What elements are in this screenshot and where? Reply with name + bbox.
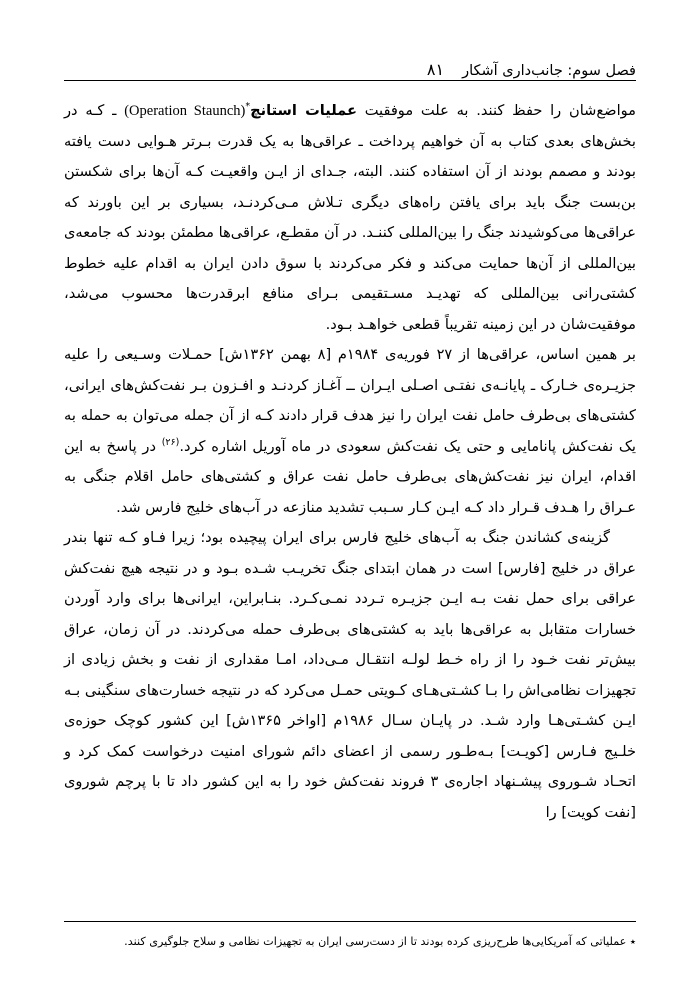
footnote-marker: * [245,101,251,113]
body-text [64,96,636,921]
paragraph: بر همین اساس، عراقی‌ها از ۲۷ فوریه‌ی ۱۹۸۴م [۸ بهمن ۱۳۶۲ش] حمـلات وسـیعی را علیه جزیـره‌ی خـارک ـ پایانـه‌ی نفتـی اصـلی ایـران ــ آغـاز کردنـد و افـزون بـر نفت‌کش‌های ایرانی، کشتی‌های بی‌طرف حامل نفت ایران را نیز هدف قرار دادند کـه از آن جمله می‌توان به حمله به یک نفت‌کش پانامایی و حتی یک نفت‌کش سعودی در ماه آوریل اشاره کرد.$^{(۲۶)}$ در پاسخ به این اقدام، ایران نیز نفت‌کش‌های بی‌طرف حامل نفت عراق و کشتی‌های حامل اقلام جنگی به عـراق را هـدف قـرار داد کـه ایـن کـار سـبب تشدید منازعه در آب‌های خلیج فارس شد. [64,346,636,516]
footnote-divider [64,921,636,922]
paragraph: گزینه‌ی کشاندن جنگ به آب‌های خلیج فارس برای ایران پیچیده بود؛ زیرا فـاو کـه تنها بندر عراق در خلیج [فارس] است در همان ابتدای جنگ تخریـب شـده بـود و در نتیجه هیچ نفت‌کش عراقی برای حمل نفت بـه ایـن جزیـره تـردد نمـی‌کـرد. بنـابراین، ایرانی‌ها برای وارد آوردن خسارات متقابل به عراقی‌ها باید به کشتی‌های بی‌طرف حمله می‌کردند. در آن زمان، عراق بیش‌تر نفت خـود را از راه خـط لولـه انتقـال مـی‌داد، امـا مقداری از نفت و بخش زیادی از تجهیزات نظامی‌اش را بـا کشـتی‌هـای کـویتی حمـل می‌کرد که در نتیجه خسارت‌های سنگینی بـه ایـن کشـتی‌هـا وارد شـد. در پایـان سـال ۱۹۸۶م [اواخر ۱۳۶۵ش] این کشور کوچک حوزه‌ی خلـیج فـارس [کویـت] بـه‌طـور رسمی از اعضای دائم شورای امنیت درخواست کمک کرد و اتحـاد شـوروی پیشـنهاد اجاره‌ی ۳ فروند نفت‌کش خود را به این کشور داد تا با پرچم شوروی [نفت کویت] را [64,529,636,821]
chapter-title: فصل سوم: جانب‌داری آشکار [448,63,636,79]
header-content [411,60,636,79]
footnote-marker: (۲۶) [161,436,180,448]
footnote-area [64,921,636,951]
page-header [64,56,636,90]
latin-term: (Operation Staunch) [124,103,246,119]
header-divider [64,80,636,81]
page-number: ۸۱ [421,60,448,79]
footnote-text: ٭ عملیاتی که آمریکایی‌ها طرح‌ریزی کرده بودند تا از دست‌رسی ایران به تجهیزات نظامی و سلاح جلوگیری کنند. [124,935,636,948]
paragraph: مواضع‌شان را حفظ کنند. به علت موفقیت عملیات استانچ*(Operation Staunch) ـ کـه در بخش‌های بعدی کتاب به آن خواهیم پرداخت ـ عراقی‌ها به یک قدرت بـرتر هـوایی دست یافته بودند و مصمم بودند از آن استفاده کنند. البته، جـدای از ایـن واقعیـت کـه آن‌ها برای شکستن بن‌بست جنگ باید برای یافتن راه‌های دیگری تـلاش مـی‌کردنـد، بسیاری بر این باورند که عراقی‌ها می‌کوشیدند جنگ را بین‌المللی کننـد. در آن مقطـع، عراقی‌ها مطمئن بودند که جامعه‌ی بین‌المللی از آن‌ها حمایت می‌کند و فکر می‌کردند با سوق دادن ایران به اقدام علیه خطوط کشتی‌رانی بین‌المللی که تهدیـد مسـتقیمی بـرای منافع ابرقدرت‌ها محسوب می‌شد، موفقیت‌شان در این زمینه تقریباً قطعی خواهـد بـود. [64,101,636,333]
emphasis-text: عملیات استانچ [250,102,357,119]
